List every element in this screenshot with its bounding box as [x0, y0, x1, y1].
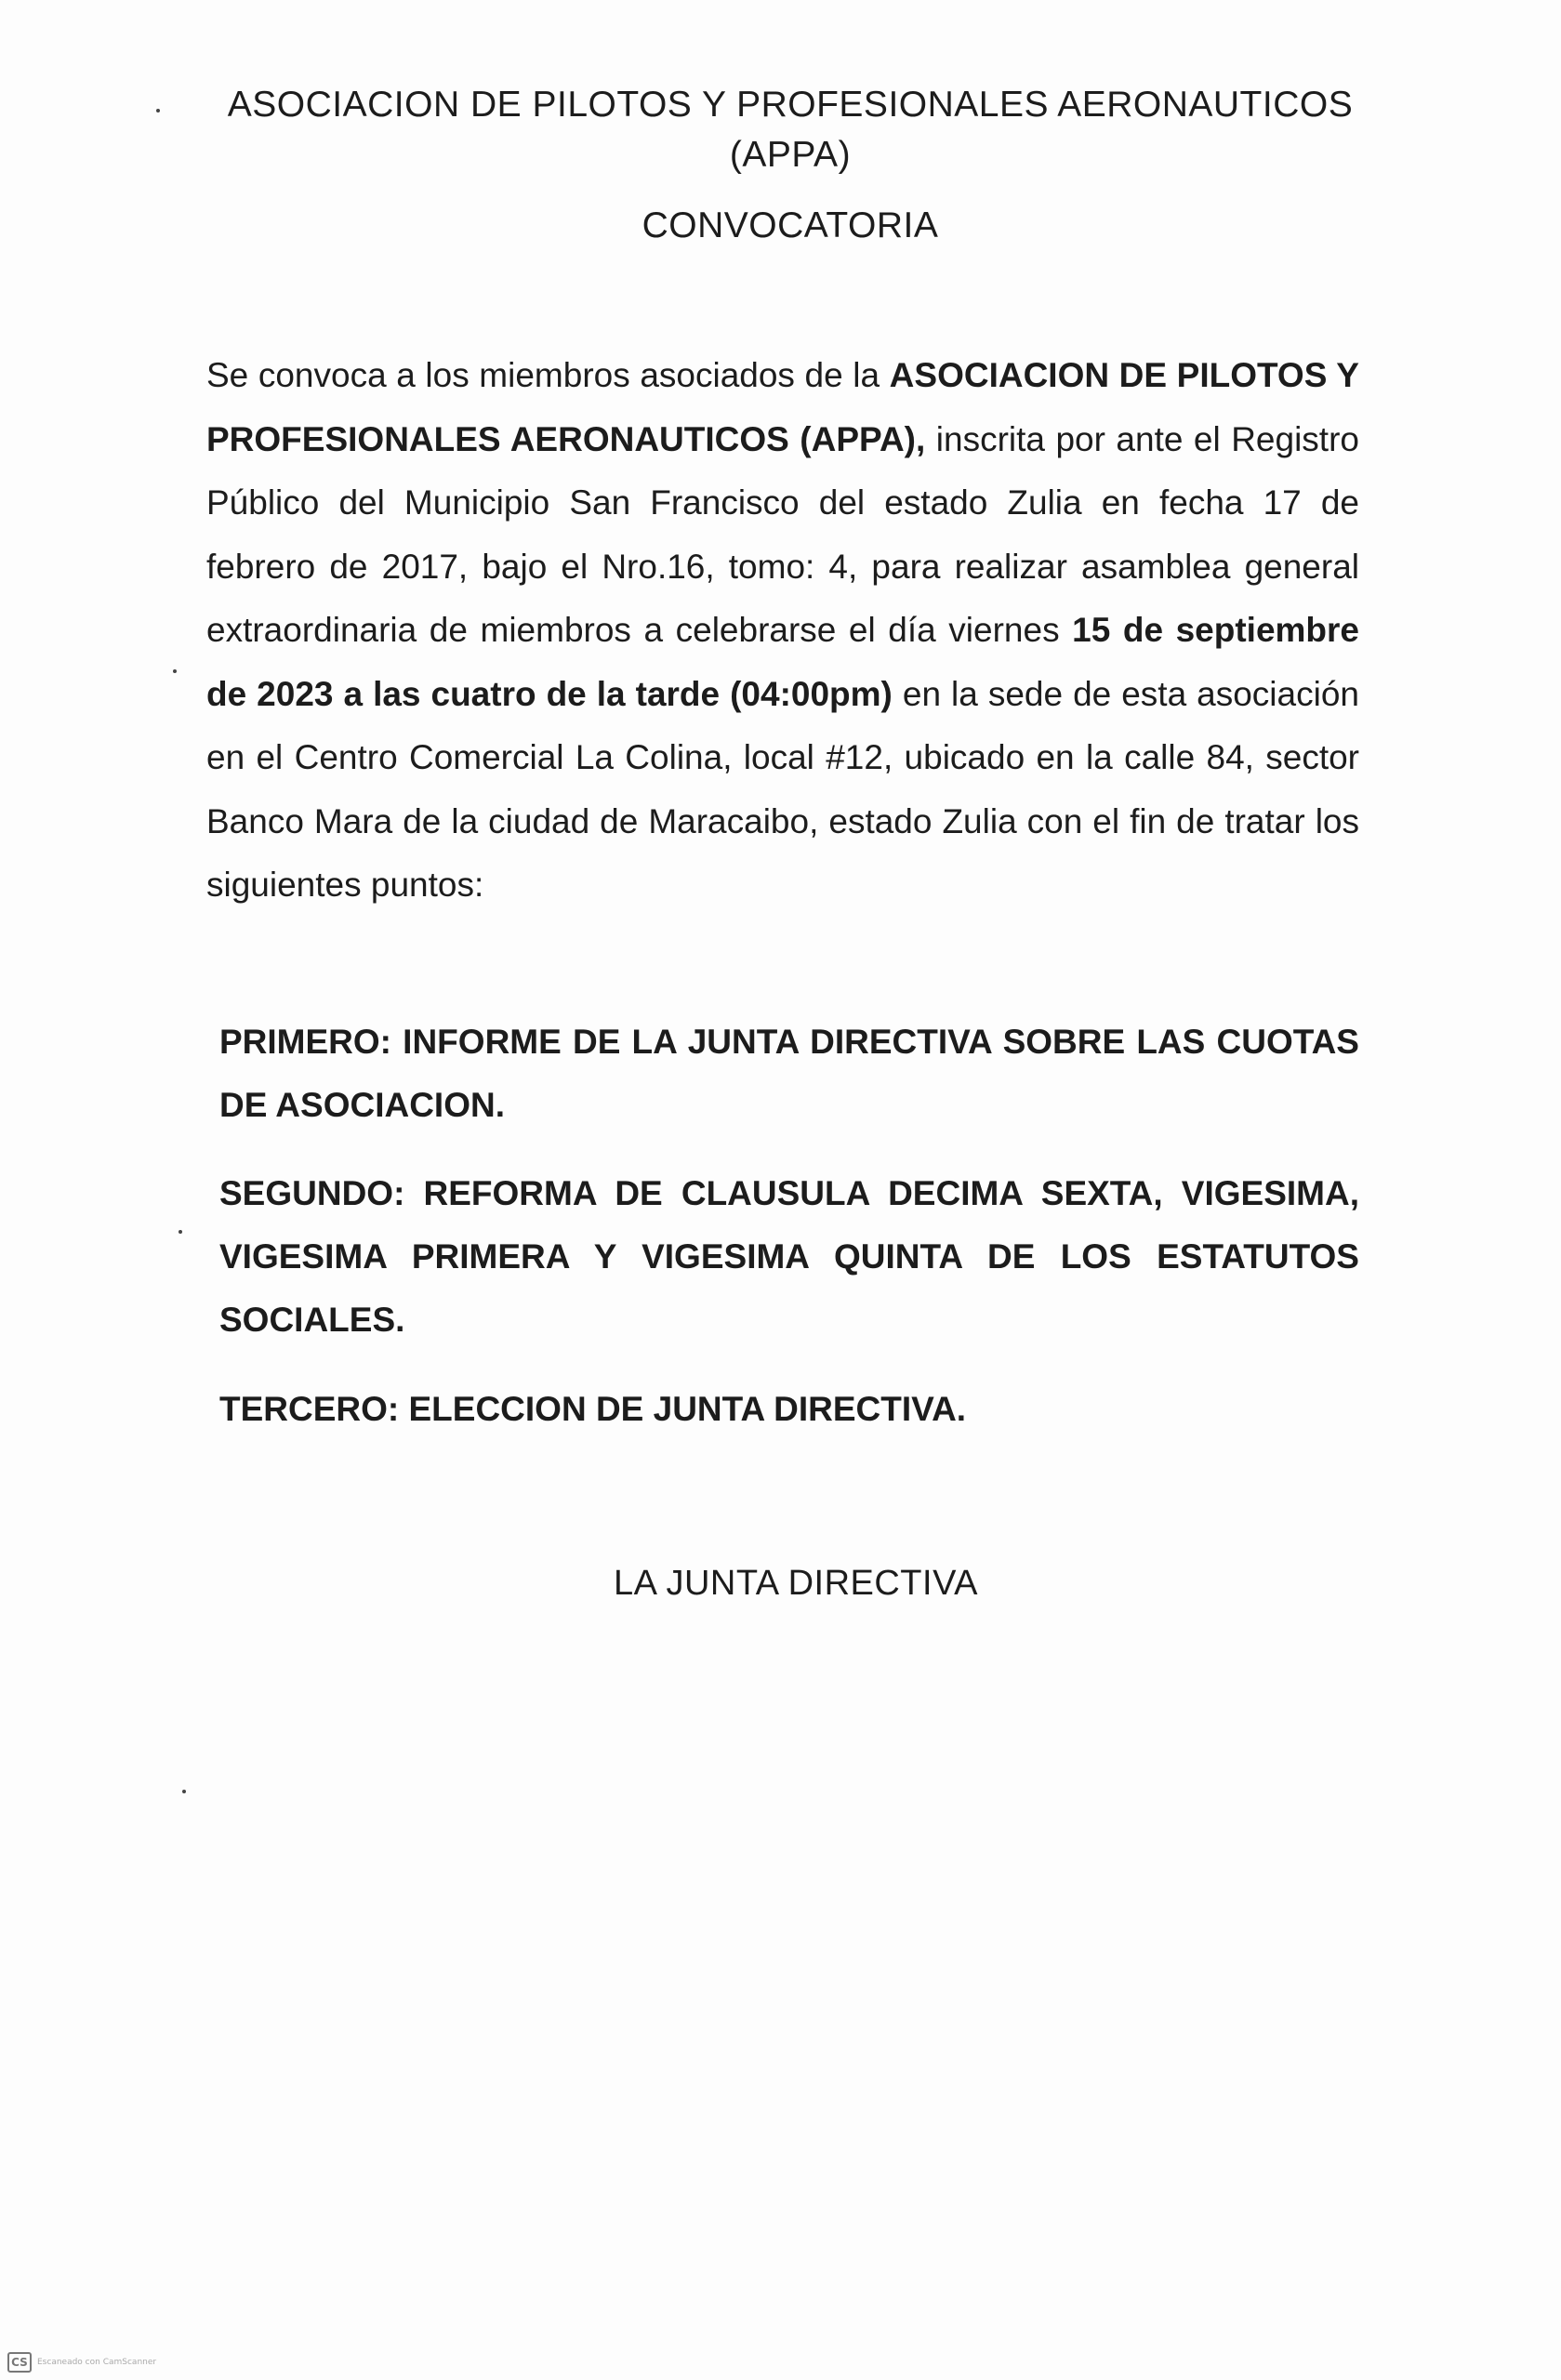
signature-line: LA JUNTA DIRECTIVA [614, 1564, 978, 1603]
scan-speck [173, 669, 177, 673]
agenda-point-second: SEGUNDO: REFORMA DE CLAUSULA DECIMA SEXTA, VIGESIMA, VIGESIMA PRIMERA Y VIGESIMA QUINTA DE LOS ESTATUTOS SOCIALES. [219, 1174, 1359, 1339]
agenda-point-third: TERCERO: ELECCION DE JUNTA DIRECTIVA. [219, 1390, 967, 1428]
scanner-watermark [7, 2352, 156, 2373]
scan-speck [156, 109, 160, 112]
paragraph-text-intro: Se convoca a los miembros asociados de la [206, 356, 890, 394]
scanner-watermark-text: Escaneado con CamScanner [37, 2358, 157, 2367]
organization-acronym: (APPA) [729, 135, 852, 175]
paragraph-organization: ASOCIACION DE PILOTOS Y PROFESIONALES AERONAUTICOS (APPA), [206, 356, 1359, 458]
organization-name: ASOCIACION DE PILOTOS Y PROFESIONALES AERONAUTICOS [227, 85, 1354, 125]
camscanner-logo-icon: CS [7, 2352, 32, 2373]
scan-speck [179, 1230, 182, 1234]
scan-speck [182, 1790, 186, 1793]
agenda-point-first: PRIMERO: INFORME DE LA JUNTA DIRECTIVA SOBRE LAS CUOTAS DE ASOCIACION. [219, 1023, 1359, 1124]
paragraph-text-location: en la sede de esta asociación en el Centro Comercial La Colina, local #12, ubicado en la calle 84, sector Banco Mara de la ciudad de Maracaibo, estado Zulia con el fin de tratar los siguientes puntos: [206, 674, 1359, 904]
paragraph-meeting-date: 15 de septiembre de 2023 a las cuatro de la tarde (04:00pm) [206, 611, 1359, 713]
paragraph-text-registry: inscrita por ante el Registro Público del Municipio San Francisco del estado Zulia en fecha 17 de febrero de 2017, bajo el Nro.16, tomo: 4, para realizar asamblea general extraordinaria de miembros a celebrarse el día viernes [206, 419, 1359, 649]
document-title: CONVOCATORIA [642, 205, 939, 245]
convocation-paragraph [206, 344, 1359, 918]
